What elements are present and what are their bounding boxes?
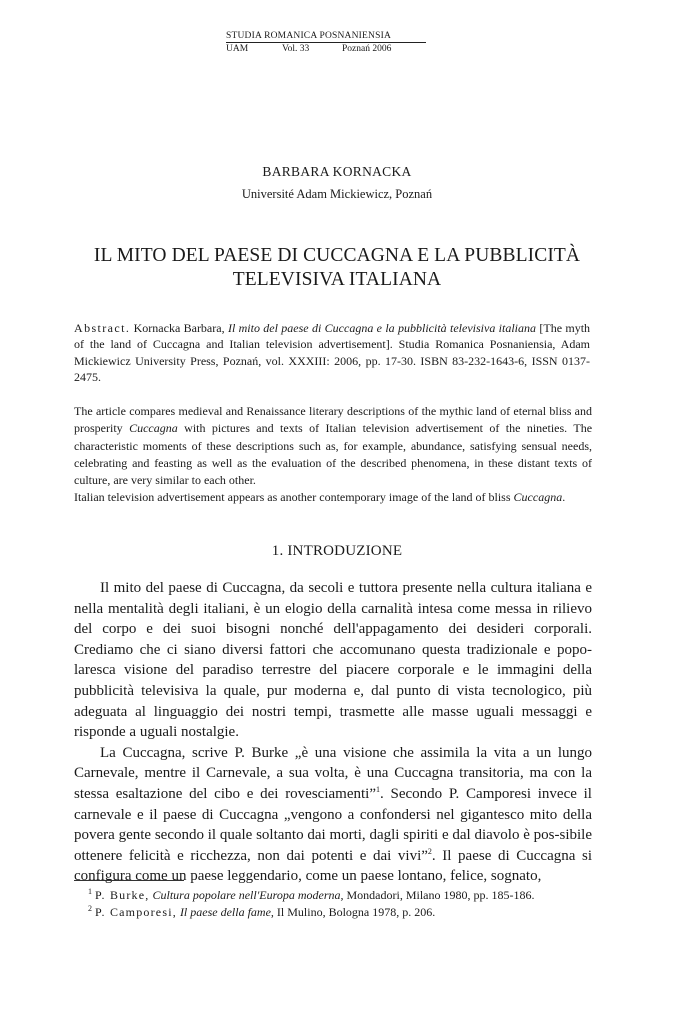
summary-p2-italic: Cuccagna xyxy=(513,490,563,505)
footnote-ref-1: 1 xyxy=(375,784,380,794)
body-paragraph-2 xyxy=(74,743,592,887)
title-line-2: TELEVISIVA ITALIANA xyxy=(232,269,442,290)
journal-info xyxy=(226,43,426,55)
footnote-title: Il paese della fame, xyxy=(179,904,274,919)
summary-p2-text-a: Italian television advertisement appears as another contemporary image of the land of bliss xyxy=(74,490,511,505)
section-heading: 1. INTRODUZIONE xyxy=(271,543,403,559)
running-head xyxy=(226,30,426,55)
footnote-publication: Il Mulino, Bologna 1978, p. 206. xyxy=(276,904,436,919)
footnotes xyxy=(88,887,598,920)
footnote-author: P. Burke, xyxy=(95,888,150,902)
abstract-italic-title: Il mito del paese di Cuccagna e la pubblicità televisiva italiana xyxy=(227,321,537,335)
abstract-citation: [The myth of the land of Cuccagna and Italian television advertisement]. Studia Romanica Posnaniensia, Adam Mickiewicz University Press, Poznań, vol. XXXIII: 2006, pp. 17-30. ISBN 83-232-1643-6, ISSN 0137-2475. xyxy=(74,321,591,384)
author-name: BARBARA KORNACKA xyxy=(262,164,412,179)
summary-p2-text-b: . xyxy=(562,490,566,505)
publisher: UAM xyxy=(226,44,249,54)
author-affiliation: Université Adam Mickiewicz, Poznań xyxy=(241,187,433,201)
summary xyxy=(74,403,592,507)
footnote-title: Cultura popolare nell'Europa moderna, xyxy=(152,888,344,902)
place-year: Poznań 2006 xyxy=(342,44,392,54)
summary-p1-text-a: The article compares medieval and Renaissance literary descriptions of the mythic land of eternal bliss and prosperity xyxy=(74,404,592,436)
body-p2-text-c: . Il paese di Cuccagna si configura come un paese leggendario, come un paese lontano, felice, sognato, xyxy=(74,847,593,885)
body-text xyxy=(74,578,592,887)
body-p2-text-a: La Cuccagna, scrive P. Burke „è una visione che assimila la vita a un lungo Carnevale, mentre il Carnevale, a sua volta, è una Cuccagna transitoria, ma con la stessa esaltazione del cibo e dei rovesciamenti” xyxy=(74,744,592,802)
footnote-divider xyxy=(74,880,184,881)
footnote xyxy=(88,904,598,921)
abstract-author: Kornacka Barbara, xyxy=(133,321,225,335)
footnote-number: 1 xyxy=(88,887,92,896)
footnote-number: 2 xyxy=(88,903,92,913)
summary-paragraph-1 xyxy=(74,403,592,489)
article-title xyxy=(60,244,614,292)
footnote xyxy=(88,887,598,904)
footnote-author: P. Camporesi, xyxy=(95,904,177,919)
summary-paragraph-2 xyxy=(74,489,592,506)
abstract-label: Abstract. xyxy=(74,321,131,335)
body-p2-text-b: . Secondo P. Camporesi invece il carnevale e il paese di Cuccagna „vengono a confondersi nel gigantesco mito della povera gente secondo il quale soltanto dai morti, dagli spiriti e dal diavolo è pos-sibile ottenere felicità e ricchezza, non dai potenti e dai vivi” xyxy=(74,785,592,864)
journal-name: STUDIA ROMANICA POSNANIENSIA xyxy=(226,30,426,43)
title-line-1: IL MITO DEL PAESE DI CUCCAGNA E LA PUBBLICITÀ xyxy=(93,245,581,266)
summary-p1-italic: Cuccagna xyxy=(129,421,178,436)
footnote-ref-2: 2 xyxy=(427,846,432,856)
summary-p1-text-b: with pictures and texts of Italian television advertisement of the nineties. The characteristic moments of these descriptions such as, for example, abundance, satisfying sensual needs, celebrating and feasting as well as the evaluation of the described phenomena, in these distant texts of culture, are very similar to each other. xyxy=(74,421,593,488)
footnote-publication: Mondadori, Milano 1980, pp. 185-186. xyxy=(346,888,535,902)
abstract xyxy=(74,320,590,385)
body-paragraph-1: Il mito del paese di Cuccagna, da secoli e tuttora presente nella cultura italiana e nella mentalità degli italiani, è un elogio della carnalità intesa come messa in rilievo del corpo e dei suoi bisogni nonché dell'appagamento dei desideri corporali. Crediamo che ci siano diversi fattori che accomunano questa tradizionale e popo-laresca visione del paradiso terrestre del piacere corporale e le immagini della pubblicità televisiva la quale, pur moderna e, dal punto di vista tecnologico, più adeguata al linguaggio dei nostri tempi, trasmette alle masse uguali messaggi e risponde a uguali nostalgie. xyxy=(74,580,592,741)
volume: Vol. 33 xyxy=(282,44,310,54)
